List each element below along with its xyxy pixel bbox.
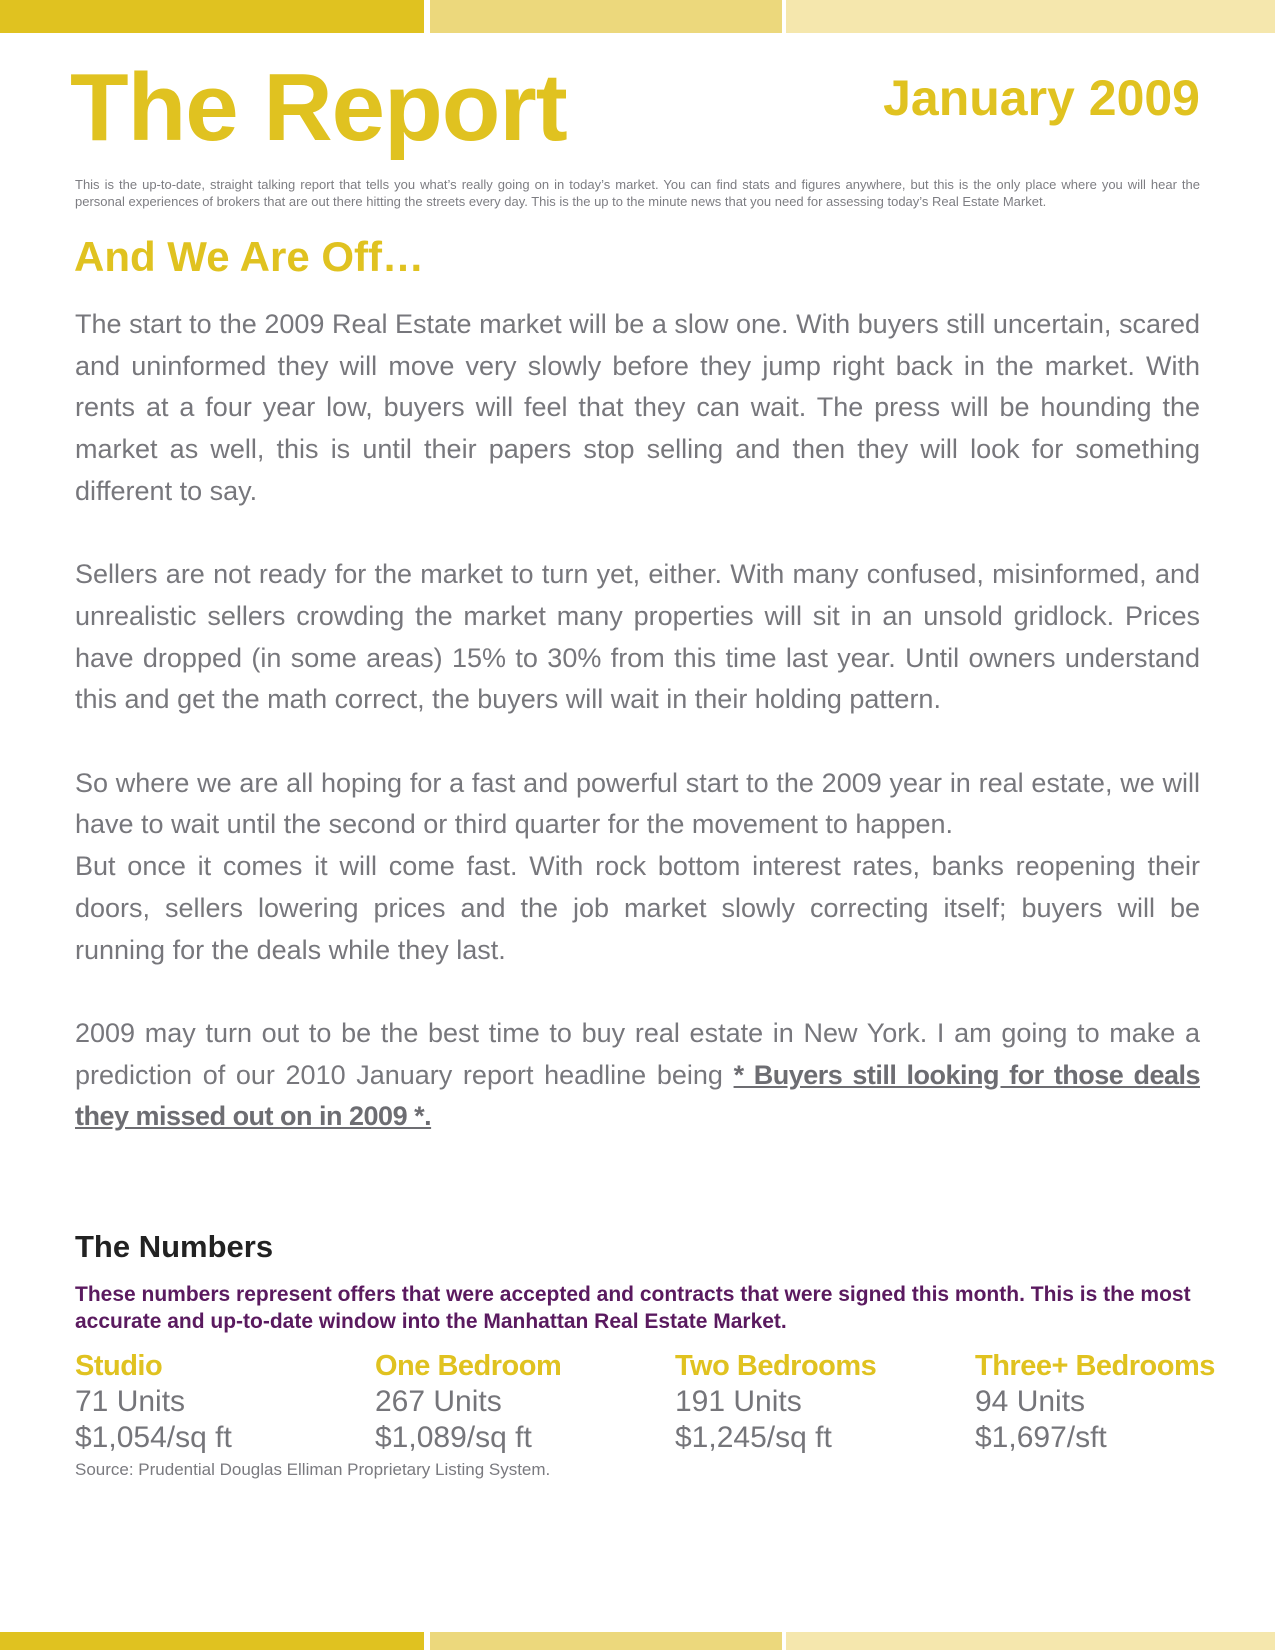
stat-studio xyxy=(75,1348,365,1456)
stat-name: Studio xyxy=(75,1350,163,1382)
bottom-color-band xyxy=(0,1632,1275,1650)
numbers-description: These numbers represent offers that were accepted and contracts that were signed this month. This is the most accurate and up-to-date window into the Manhattan Real Estate Market. xyxy=(75,1283,1191,1333)
report-title: The Report xyxy=(70,54,567,161)
section-heading: And We Are Off… xyxy=(74,233,425,280)
paragraph-4 xyxy=(75,1013,1200,1138)
band-segment-dark xyxy=(0,1632,424,1650)
article-body xyxy=(75,304,1200,1180)
stat-three-plus-bedrooms xyxy=(975,1348,1265,1456)
paragraph-2: Sellers are not ready for the market to turn yet, either. With many confused, misinformed, and unrealistic sellers crowding the market many properties will sit in an unsold gridlock. Prices have dropped (in some areas) 15% to 30% from this time last year. Until owners understand this and get the math correct, the buyers will wait in their holding pattern. xyxy=(75,559,1200,715)
source-note: Source: Prudential Douglas Elliman Proprietary Listing System. xyxy=(75,1460,551,1479)
stat-price: $1,089/sq ft xyxy=(375,1421,532,1454)
stat-price: $1,054/sq ft xyxy=(75,1421,232,1454)
predicted-headline: * Buyers still looking for those deals they missed out on in 2009 *. xyxy=(75,1059,1201,1132)
stat-price: $1,245/sq ft xyxy=(675,1421,832,1454)
paragraph-1: The start to the 2009 Real Estate market will be a slow one. With buyers still uncertain, scared and uninformed they will move very slowly before they jump right back in the market. With rents at a four year low, buyers will feel that they can wait. The press will be hounding the market as well, this is until their papers stop selling and then they will look for something different to say. xyxy=(75,309,1200,506)
stat-two-bedrooms xyxy=(675,1348,965,1456)
report-date: January 2009 xyxy=(883,70,1200,126)
top-color-band xyxy=(0,0,1275,33)
band-segment-mid xyxy=(430,0,782,33)
paragraph-3b: But once it comes it will come fast. With rock bottom interest rates, banks reopening their doors, sellers lowering prices and the job market slowly correcting itself; buyers will be running for the deals while they last. xyxy=(75,851,1200,965)
paragraph-3a: So where we are all hoping for a fast and powerful start to the 2009 year in real estate, we will have to wait until the second or third quarter for the movement to happen. xyxy=(75,767,1200,840)
band-segment-mid xyxy=(430,1632,782,1650)
band-segment-dark xyxy=(0,0,424,33)
band-segment-light xyxy=(786,0,1275,33)
stat-one-bedroom xyxy=(375,1348,665,1456)
paragraph-4-text: 2009 may turn out to be the best time to buy real estate in New York. I am going to make a prediction of our 2010 January report headline being xyxy=(75,1017,1200,1090)
stat-units: 71 Units xyxy=(75,1385,186,1418)
stat-name: Three+ Bedrooms xyxy=(975,1350,1215,1382)
stat-units: 191 Units xyxy=(675,1385,802,1418)
stat-units: 267 Units xyxy=(375,1385,502,1418)
report-intro: This is the up-to-date, straight talking report that tells you what’s really going on in today’s market. You can find stats and figures anywhere, but this is the only place where you will hear the personal experiences of brokers that are out there hitting the streets every day. This is the up to the minute news that you need for assessing today’s Real Estate Market. xyxy=(75,177,1200,209)
stat-price: $1,697/sft xyxy=(975,1421,1107,1454)
stat-units: 94 Units xyxy=(975,1385,1086,1418)
stat-name: One Bedroom xyxy=(375,1350,562,1382)
band-segment-light xyxy=(786,1632,1275,1650)
stat-name: Two Bedrooms xyxy=(675,1350,877,1382)
numbers-title: The Numbers xyxy=(75,1229,274,1264)
